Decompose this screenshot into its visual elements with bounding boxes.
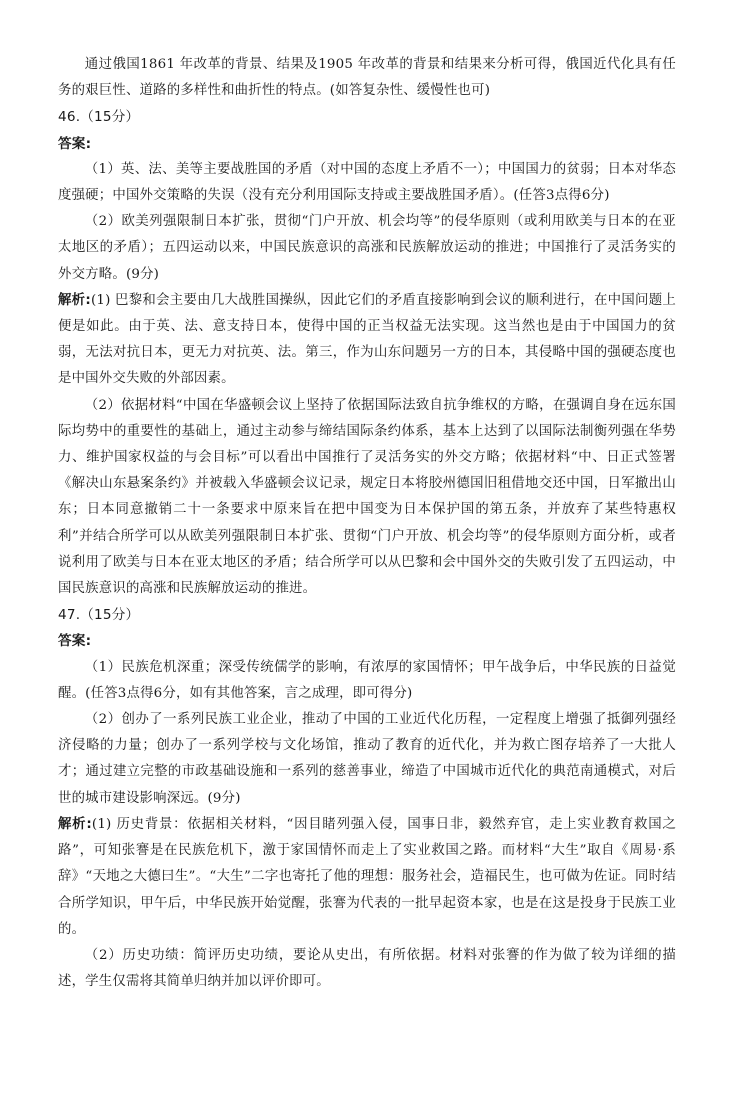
question-46-analysis-2: （2）依据材料“中国在华盛顿会议上坚持了依据国际法致自抗争维权的方略，在强调自身在远东国际均势中的重要性的基础上，通过主动参与缔结国际条约体系，基本上达到了以国际法制衡列强在华势力、维护国家权益的与会目标”可以看出中国推行了灵活务实的外交方略；依据材料“中、日正式签署《解决山东悬案条约》并被载入华盛顿会议记录，规定日本将胶州德国旧租借地交还中国，日军撤出山东；日本同意撤销二十一条要求中原来旨在把中国变为日本保护国的第五条，并放弃了某些特惠权利”并结合所学可以从欧美列强限制日本扩张、贯彻“门户开放、机会均等”的侵华原则方面分析，或者说利用了欧美与日本在亚太地区的矛盾；结合所学可以从巴黎和会中国外交的失败引发了五四运动，中国民族意识的高涨和民族解放运动的推进。 <box>58 397 676 597</box>
question-46-analysis-tag: 解析: <box>58 292 91 308</box>
question-46-analysis-1-text: (1) 巴黎和会主要由几大战胜国操纵，因此它们的矛盾直接影响到会议的顺利进行，在中国问题上便是如此。由于英、法、意支持日本，使得中国的正当权益无法实现。这当然也是由于中国国力的贫弱，无法对抗日本，更无力对抗英、法。第三，作为山东问题另一方的日本，其侵略中国的强硬态度也是中国外交失败的外部因素。 <box>58 292 676 387</box>
question-46-answer-1: （1）英、法、美等主要战胜国的矛盾（对中国的态度上矛盾不一）；中国国力的贫弱；日本对华态度强硬；中国外交策略的失误（没有充分利用国际支持或主要战胜国矛盾）。(任答3点得6分) <box>58 161 676 204</box>
question-47-analysis-2: （2）历史功绩：简评历史功绩，要论从史出，有所依据。材料对张謇的作为做了较为详细的描述，学生仅需将其简单归纳并加以评价即可。 <box>58 947 676 990</box>
intro-paragraph: 通过俄国1861 年改革的背景、结果及1905 年改革的背景和结果来分析可得，俄国近代化具有任务的艰巨性、道路的多样性和曲折性的特点。(如答复杂性、缓慢性也可) <box>58 57 676 99</box>
question-47-analysis-tag: 解析: <box>58 816 92 832</box>
question-46-answer-2: （2）欧美列强限制日本扩张，贯彻“门户开放、机会均等”的侵华原则（或利用欧美与日本的在亚太地区的矛盾）；五四运动以来，中国民族意识的高涨和民族解放运动的推进；中国推行了灵活务实的外交方略。(9分) <box>58 214 676 282</box>
question-47-answer-tag: 答案: <box>58 633 92 650</box>
question-47-answer-2: （2）创办了一系列民族工业企业，推动了中国的工业近代化历程，一定程度上增强了抵御列强经济侵略的力量；创办了一系列学校与文化场馆，推动了教育的近代化，并为救亡图存培养了一大批人才；通过建立完整的市政基础设施和一系列的慈善事业，缔造了中国城市近代化的典范南通模式，对后世的城市建设影响深远。(9分) <box>58 712 676 806</box>
question-47-analysis-1-text: (1) 历史背景：依据相关材料，“因目睹列强入侵，国事日非，毅然弃官，走上实业教育救国之路”，可知张謇是在民族危机下，激于家国情怀而走上了实业救国之路。而材料“大生”取自《周易·系辞》“天地之大德曰生”。“大生”二字也寄托了他的理想：服务社会，造福民生，也可做为佐证。同时结合所学知识，甲午后，中华民族开始觉醒，张謇为代表的一批早起资本家，也是在这是投身于民族工业的。 <box>58 816 676 937</box>
document-page <box>58 52 676 995</box>
question-47-analysis-1 <box>58 812 676 943</box>
question-46-number: 46.（15分） <box>58 109 140 126</box>
question-46-answer-tag: 答案: <box>58 135 92 152</box>
question-46-analysis-1 <box>58 288 676 393</box>
question-47-number: 47.（15分） <box>58 607 140 624</box>
question-47-answer-1: （1）民族危机深重；深受传统儒学的影响，有浓厚的家国情怀；甲午战争后，中华民族的日益觉醒。(任答3点得6分，如有其他答案，言之成理，即可得分) <box>58 659 676 701</box>
